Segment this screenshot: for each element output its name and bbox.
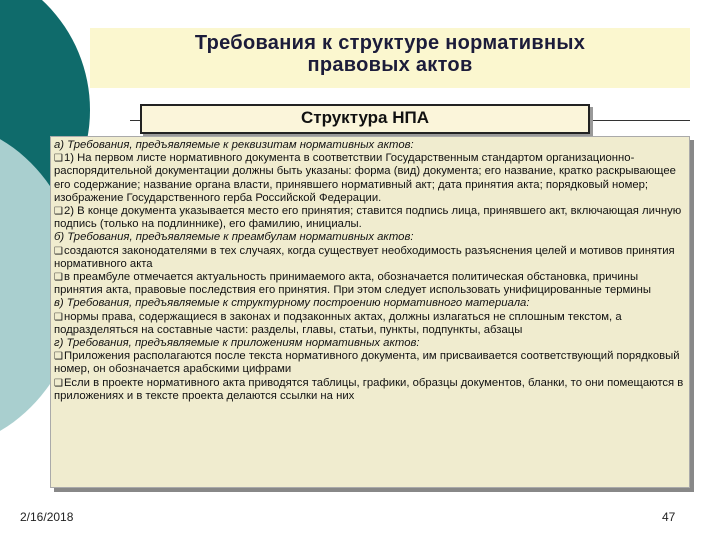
page-title [90,32,690,76]
list-item [54,245,688,271]
checkbox-bullet-icon: ❑ [54,377,63,389]
list-item [54,350,688,376]
footer-date: 2/16/2018 [20,510,74,524]
page-number: 47 [662,510,676,524]
list-item-text: в преамбуле отмечается актуальность принимаемого акта, обозначается политическая обстановка, причины принятия акта, правовые последствия его принятия. При этом следует использовать унифицированные термины [54,271,651,297]
title-line-2: правовых актов [307,54,473,76]
list-item-text: 2) В конце документа указывается место его принятия; ставится подпись лица, принявшего акт, включающая личную подпись (только на подлиннике), его фамилию, инициалы. [54,205,682,231]
list-item [54,311,688,337]
section-b-heading: б) Требования, предъявляемые к преамбулам нормативных актов: [54,231,414,244]
list-item-text: Приложения располагаются после текста нормативного документа, им присваивается соответствующий порядковый номер, он обозначается арабскими цифрами [54,350,680,376]
checkbox-bullet-icon: ❑ [54,153,63,165]
section-c-heading: в) Требования, предъявляемые к структурному построению нормативного материала: [54,297,530,310]
checkbox-bullet-icon: ❑ [54,206,63,218]
divider-left [130,120,140,121]
list-item-text: 1) На первом листе нормативного документа в соответствии Государственным стандартом организационно-распорядительной документации должны быть указаны: форма (вид) документа; его название, кратко раскрывающее его содержание; название органа власти, принявшего нормативный акт; дата принятия акта; порядковый номер; изображение Государственного герба Российской Федерации. [54,152,676,204]
list-item-text: нормы права, содержащиеся в законах и подзаконных актах, должны излагаться не сплошным текстом, а подразделяться на составные части: разделы, главы, статьи, пункты, подпункты, абзацы [54,310,622,336]
list-item-text: создаются законодателями в тех случаях, когда существует необходимость разъяснения целей и мотивов принятия нормативного акта [54,244,675,270]
checkbox-bullet-icon: ❑ [54,311,63,323]
checkbox-bullet-icon: ❑ [54,351,63,363]
section-a-heading: а) Требования, предъявляемые к реквизитам нормативных актов: [54,139,414,151]
content-text [54,139,688,403]
checkbox-bullet-icon: ❑ [54,245,63,257]
subtitle: Структура НПА [300,108,430,127]
list-item [54,377,688,403]
list-item-text: Если в проекте нормативного акта приводятся таблицы, графики, образцы документов, бланки, то они помещаются в приложениях и в тексте проекта делаются ссылки на них [54,376,684,402]
title-line-1: Требования к структуре нормативных [194,32,586,54]
list-item [54,271,688,297]
divider-right [590,120,690,121]
list-item [54,152,688,205]
checkbox-bullet-icon: ❑ [54,272,63,284]
list-item [54,205,688,231]
section-d-heading: г) Требования, предъявляемые к приложениям нормативных актов: [54,337,420,350]
